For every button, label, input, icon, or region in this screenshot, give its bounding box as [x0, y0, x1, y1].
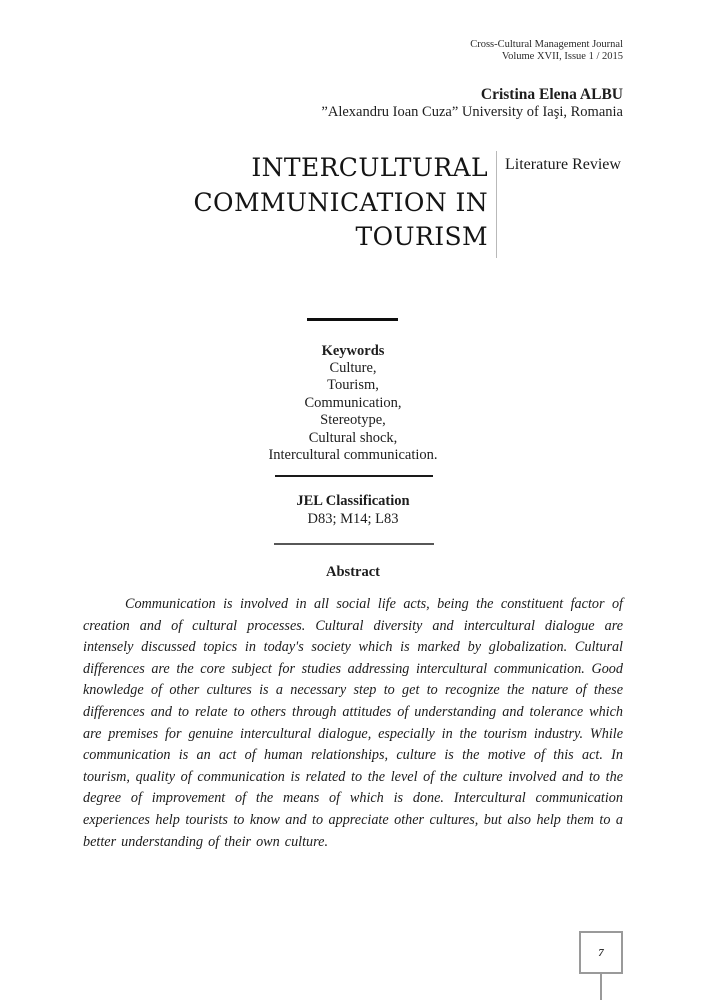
- keyword-item: Cultural shock,: [308, 429, 398, 446]
- keyword-item: Communication,: [304, 394, 402, 411]
- title-line: TOURISM: [355, 222, 488, 251]
- journal-header: [470, 39, 623, 63]
- article-type-label: Literature Review: [505, 156, 621, 173]
- jel-block: [83, 492, 623, 528]
- title-line: INTERCULTURAL: [251, 153, 488, 182]
- keyword-item: Intercultural communication.: [268, 447, 438, 464]
- title-row: [83, 151, 623, 258]
- keyword-item: Stereotype,: [320, 412, 386, 429]
- keyword-list: [83, 360, 623, 464]
- keywords-block: [83, 342, 623, 464]
- author-block: [321, 85, 623, 121]
- article-title: [83, 151, 496, 258]
- keywords-rule-top: [307, 318, 398, 321]
- page-number-box: [579, 931, 623, 974]
- page-stem-line: [600, 974, 602, 1000]
- abstract-heading: Abstract: [326, 564, 380, 580]
- keywords-heading: Keywords: [321, 343, 385, 359]
- keyword-item: Culture,: [329, 360, 377, 376]
- author-affiliation: ”Alexandru Ioan Cuza” University of Iaşi, Romania: [321, 104, 623, 120]
- page-number: 7: [598, 946, 604, 959]
- keywords-rule-bottom: [275, 475, 433, 477]
- abstract-heading-block: [83, 563, 623, 581]
- keyword-item: Tourism,: [327, 377, 379, 394]
- abstract-text: Communication is involved in all social life acts, being the constituent factor of creation and of cultural processes. Cultural diversity and intercultural dialogue are intensely discussed topics in today's society which is marked by globalization. Cultural differences are the core subject for studies addressing intercultural communication. Good knowledge of other cultures is a necessary step to get to recognize the nature of these differences and to relate to others through attitudes of understanding and tolerance which are premises for genuine intercultural dialogue, especially in the tourism industry. While communication is an act of human relationships, culture is the motive of this act. In tourism, quality of communication is related to the level of the culture involved and to the degree of improvement of the means of which is done. Intercultural communication experiences help tourists to know and to appreciate other cultures, but also help them to a better understanding of their own culture.: [83, 596, 623, 850]
- journal-issue: Volume XVII, Issue 1 / 2015: [501, 51, 623, 62]
- journal-name: Cross-Cultural Management Journal: [470, 39, 623, 50]
- author-name: Cristina Elena ALBU: [480, 86, 623, 103]
- title-line: COMMUNICATION IN: [193, 187, 488, 217]
- jel-heading: JEL Classification: [296, 493, 410, 509]
- jel-codes: D83; M14; L83: [307, 511, 399, 527]
- jel-rule: [274, 543, 434, 545]
